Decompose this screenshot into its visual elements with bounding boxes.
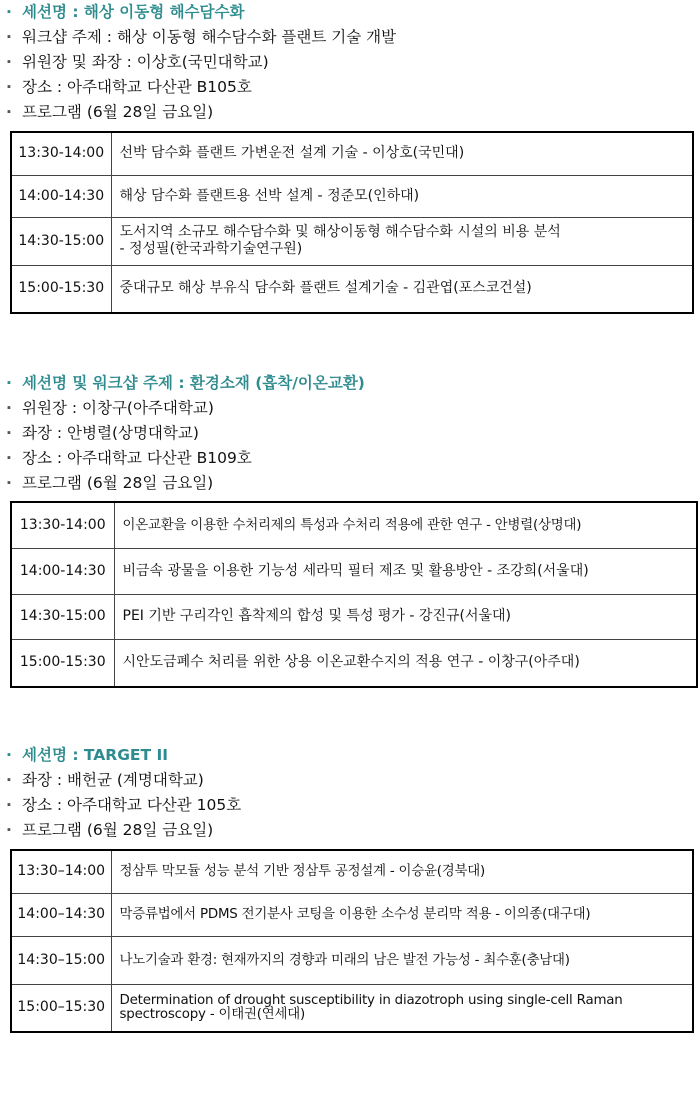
session-1-chair: · 위원장 및 좌장 : 이상호(국민대학교) [6, 53, 269, 71]
talk-description: 선박 담수화 플랜트 가변운전 설계 기술 - 이상호(국민대) [111, 132, 693, 175]
session-1-venue: · 장소 : 아주대학교 다산관 B105호 [6, 78, 252, 96]
talk-description: PEI 기반 구리각인 흡착제의 합성 및 특성 평가 - 강진규(서울대) [114, 594, 697, 639]
session-3-program-table [10, 849, 694, 1033]
table-row [11, 984, 693, 1032]
talk-description: Determination of drought susceptibility in diazotroph using single-cell Raman spectroscopy - 이태권(연세대) [111, 984, 693, 1032]
session-1-topic: · 워크샵 주제 : 해상 이동형 해수담수화 플랜트 기술 개발 [6, 28, 397, 46]
table-row [11, 639, 697, 687]
session-3-program-label: · 프로그램 (6월 28일 금요일) [6, 821, 214, 839]
time-slot: 13:30-14:00 [11, 132, 111, 175]
talk-description: 막증류법에서 PDMS 전기분사 코팅을 이용한 소수성 분리막 적용 - 이의종(대구대) [111, 893, 693, 936]
session-2-moderator: · 좌장 : 안병렬(상명대학교) [6, 424, 199, 442]
time-slot: 15:00-15:30 [11, 265, 111, 313]
table-row [11, 893, 693, 936]
time-slot: 13:30-14:00 [11, 502, 114, 548]
table-row [11, 175, 693, 217]
table-row [11, 217, 693, 265]
table-row [11, 548, 697, 594]
time-slot: 14:00–14:30 [11, 893, 111, 936]
talk-description: 비금속 광물을 이용한 기능성 세라믹 필터 제조 및 활용방안 - 조강희(서울대) [114, 548, 697, 594]
talk-description: 정삼투 막모듈 성능 분석 기반 정삼투 공정설계 - 이승윤(경북대) [111, 850, 693, 893]
time-slot: 15:00–15:30 [11, 984, 111, 1032]
table-row [11, 594, 697, 639]
session-2-program-label: · 프로그램 (6월 28일 금요일) [6, 474, 214, 492]
table-row [11, 850, 693, 893]
session-3-venue: · 장소 : 아주대학교 다산관 105호 [6, 796, 242, 814]
talk-description: 중대규모 해상 부유식 담수화 플랜트 설계기술 - 김관엽(포스코건설) [111, 265, 693, 313]
talk-description-line-1: 도서지역 소규모 해수담수화 및 해상이동형 해수담수화 시설의 비용 분석 [119, 224, 561, 240]
session-3-title: · 세션명 : TARGET II [6, 746, 169, 764]
session-1-title: · 세션명 : 해상 이동형 해수담수화 [6, 3, 245, 21]
session-2-title: · 세션명 및 워크샵 주제 : 환경소재 (흡착/이온교환) [6, 374, 365, 392]
talk-description: 시안도금폐수 처리를 위한 상용 이온교환수지의 적용 연구 - 이창구(아주대) [114, 639, 697, 687]
time-slot: 14:00-14:30 [11, 548, 114, 594]
talk-description: 이온교환을 이용한 수처리제의 특성과 수처리 적용에 관한 연구 - 안병렬(상명대) [114, 502, 697, 548]
session-2-chair: · 위원장 : 이창구(아주대학교) [6, 399, 214, 417]
session-2-program-table [10, 501, 698, 688]
talk-description: 나노기술과 환경: 현재까지의 경향과 미래의 남은 발전 가능성 - 최수훈(충남대) [111, 936, 693, 984]
table-row [11, 132, 693, 175]
time-slot: 14:30-15:00 [11, 594, 114, 639]
talk-description-line-2: - 정성필(한국과학기술연구원) [119, 241, 303, 257]
time-slot: 15:00-15:30 [11, 639, 114, 687]
talk-description [111, 217, 693, 265]
session-2 [0, 371, 700, 496]
time-slot: 14:30-15:00 [11, 217, 111, 265]
time-slot: 13:30–14:00 [11, 850, 111, 893]
session-1-program-table [10, 131, 694, 314]
table-row [11, 502, 697, 548]
session-2-venue: · 장소 : 아주대학교 다산관 B109호 [6, 449, 252, 467]
table-row [11, 936, 693, 984]
session-1-program-label: · 프로그램 (6월 28일 금요일) [6, 103, 214, 121]
table-row [11, 265, 693, 313]
time-slot: 14:00-14:30 [11, 175, 111, 217]
session-1 [0, 0, 700, 125]
session-3-moderator: · 좌장 : 배헌균 (계명대학교) [6, 771, 204, 789]
time-slot: 14:30–15:00 [11, 936, 111, 984]
session-3 [0, 743, 700, 843]
talk-description: 해상 담수화 플랜트용 선박 설계 - 정준모(인하대) [111, 175, 693, 217]
